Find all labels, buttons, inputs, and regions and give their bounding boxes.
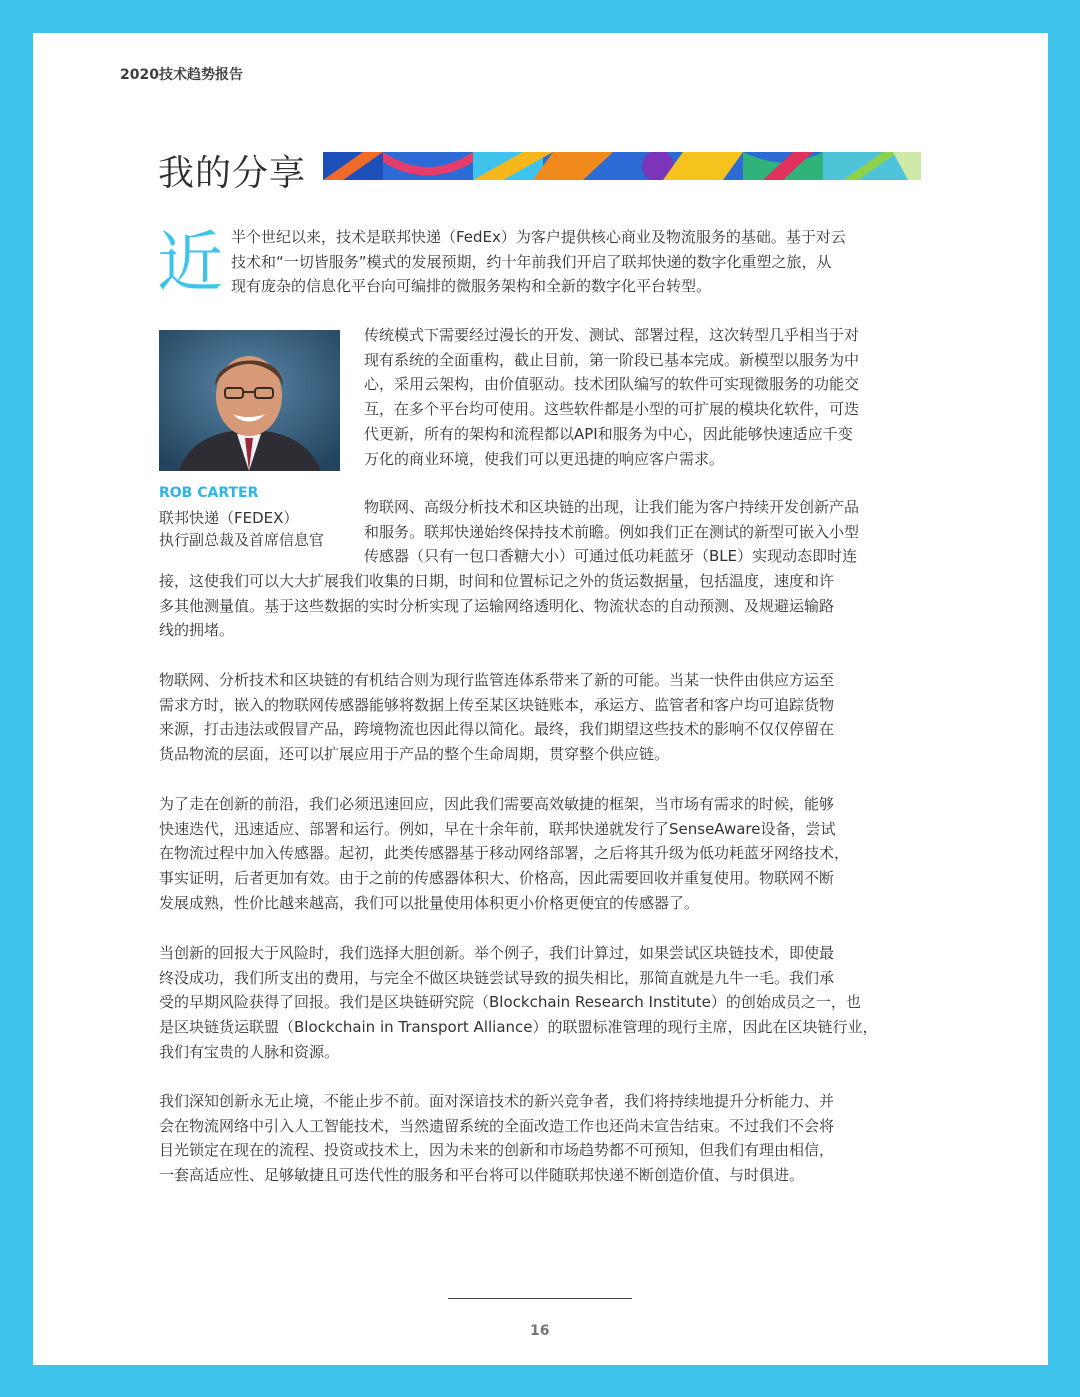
text-line: 现有庞杂的信息化平台向可编排的微服务架构和全新的数字化平台转型。 bbox=[231, 277, 712, 296]
text-line: 快速迭代，迅速适应、部署和运行。例如，早在十余年前，联邦快递就发行了SenseAware设备，尝试 bbox=[159, 819, 836, 838]
text-line: 现有系统的全面重构，截止目前，第一阶段已基本完成。新模型以服务为中 bbox=[364, 350, 860, 369]
text-line: 传统模式下需要经过漫长的开发、测试、部署过程，这次转型几乎相当于对 bbox=[364, 326, 860, 344]
intro-paragraph bbox=[231, 225, 931, 299]
text-line: 目光锁定在现在的流程、投资或技术上，因为未来的创新和市场趋势都不可预知，但我们有理由相信， bbox=[159, 1141, 835, 1160]
text-line: 是区块链货运联盟（Blockchain in Transport Alliance）的联盟标准管理的现行主席，因此在区块链行业， bbox=[159, 1018, 878, 1037]
decorative-banner-image bbox=[323, 152, 921, 180]
text-line: 多其他测量值。基于这些数据的实时分析实现了运输网络透明化、物流状态的自动预测、及规避运输路 bbox=[159, 596, 835, 615]
text-line: 心，采用云架构，由价值驱动。技术团队编写的软件可实现微服务的功能交 bbox=[364, 375, 860, 394]
body-paragraph bbox=[364, 495, 924, 569]
text-line: 事实证明，后者更加有效。由于之前的传感器体积大、价格高，因此需要回收并重复使用。物联网不断 bbox=[159, 869, 835, 888]
text-line: 当创新的回报大于风险时，我们选择大胆创新。举个例子，我们计算过，如果尝试区块链技术，即使最 bbox=[159, 944, 835, 962]
text-line: 在物流过程中加入传感器。起初，此类传感器基于移动网络部署，之后将其升级为低功耗蓝牙网络技术， bbox=[159, 844, 850, 863]
speaker-name: ROB CARTER bbox=[159, 485, 259, 501]
body-paragraph bbox=[159, 941, 934, 1065]
text-line: 我们有宝贵的人脉和资源。 bbox=[159, 1042, 340, 1061]
text-line: 互，在多个平台均可使用。这些软件都是小型的可扩展的模块化软件，可迭 bbox=[364, 400, 860, 419]
text-line: 接，这使我们可以大大扩展我们收集的日期，时间和位置标记之外的货运数据量，包括温度，速度和许 bbox=[159, 572, 835, 590]
text-line: 物联网、分析技术和区块链的有机结合则为现行监管连体系带来了新的可能。当某一快件由供应方运至 bbox=[159, 671, 835, 689]
text-line: 发展成熟，性价比越来越高，我们可以批量使用体积更小价格更便宜的传感器了。 bbox=[159, 893, 700, 912]
text-line: 物联网、高级分析技术和区块链的出现，让我们能为客户持续开发创新产品 bbox=[364, 498, 860, 516]
body-paragraph-continued bbox=[159, 569, 934, 643]
text-line: 需求方时，嵌入的物联网传感器能够将数据上传至某区块链账本，承运方、监管者和客户均可追踪货物 bbox=[159, 695, 835, 714]
report-title: 2020技术趋势报告 bbox=[120, 67, 243, 83]
text-line: 来源，打击违法或假冒产品，跨境物流也因此得以简化。最终，我们期望这些技术的影响不仅仅停留在 bbox=[159, 720, 835, 739]
section-title: 我的分享 bbox=[158, 153, 307, 194]
text-line: 为了走在创新的前沿，我们必须迅速回应，因此我们需要高效敏捷的框架，当市场有需求的时候，能够 bbox=[159, 795, 835, 813]
body-paragraph bbox=[159, 1089, 934, 1188]
text-line: 受的早期风险获得了回报。我们是区块链研究院（Blockchain Research Institute）的创始成员之一，也 bbox=[159, 993, 861, 1012]
body-paragraph bbox=[364, 323, 924, 471]
text-line: 代更新，所有的架构和流程都以API和服务为中心，因此能够快速适应千变 bbox=[364, 424, 853, 443]
speaker-portrait bbox=[159, 330, 340, 471]
text-line: 终没成功，我们所支出的费用，与完全不做区块链尝试导致的损失相比，那简直就是九牛一毛。我们承 bbox=[159, 968, 835, 987]
drop-cap: 近 bbox=[157, 224, 223, 301]
text-line: 会在物流网络中引入人工智能技术，当然遗留系统的全面改造工作也还尚未宣告结束。不过我们不会将 bbox=[159, 1116, 835, 1135]
text-line: 货品物流的层面，还可以扩展应用于产品的整个生命周期，贯穿整个供应链。 bbox=[159, 745, 670, 764]
speaker-org: 联邦快递（FEDEX） bbox=[159, 509, 299, 527]
text-line: 万化的商业环境，使我们可以更迅捷的响应客户需求。 bbox=[364, 449, 725, 468]
text-line: 一套高适应性、足够敏捷且可迭代性的服务和平台将可以伴随联邦快递不断创造价值、与时俱进。 bbox=[159, 1166, 805, 1185]
body-paragraph bbox=[159, 792, 934, 916]
text-line: 半个世纪以来，技术是联邦快递（FedEx）为客户提供核心商业及物流服务的基础。基于对云 bbox=[231, 228, 846, 246]
text-line: 线的拥堵。 bbox=[159, 621, 235, 640]
body-paragraph bbox=[159, 668, 934, 767]
text-line: 传感器（只有一包口香糖大小）可通过低功耗蓝牙（BLE）实现动态即时连 bbox=[364, 547, 858, 566]
text-line: 和服务。联邦快递始终保持技术前瞻。例如我们正在测试的新型可嵌入小型 bbox=[364, 522, 860, 541]
speaker-role: 执行副总裁及首席信息官 bbox=[159, 531, 325, 549]
text-line: 技术和“一切皆服务”模式的发展预期，约十年前我们开启了联邦快递的数字化重塑之旅，从 bbox=[231, 252, 832, 271]
footer-divider bbox=[448, 1298, 632, 1299]
text-line: 我们深知创新永无止境，不能止步不前。面对深谙技术的新兴竞争者，我们将持续地提升分析能力、并 bbox=[159, 1092, 835, 1110]
report-page bbox=[33, 33, 1048, 1365]
page-number: 16 bbox=[530, 1323, 550, 1339]
